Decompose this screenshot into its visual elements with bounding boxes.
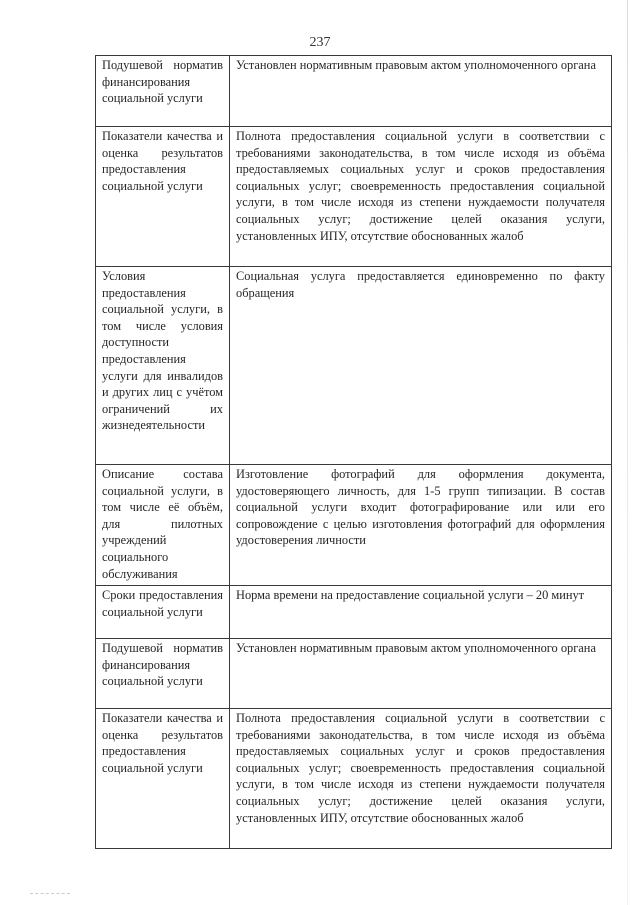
row-value: Полнота предоставления социальной услуги в соответствии с требованиями законодательства, в том числе исходя из объёма предоставляемых социальных услуг и сроков предоставления социальных услуг; своевременность предоставления социальной услуги, в том числе исходя из степени нуждаемости получателя социальных услуг; достижение целей оказания услуги, установленных ИПУ, отсутствие обоснованных жалоб [230, 709, 612, 849]
row-label: Условия предоставления социальной услуги, в том числе условия доступности предоставления услуги для инвалидов и других лиц с учётом ограничений их жизнедеятельности [96, 267, 230, 465]
row-label: Показатели качества и оценка результатов предоставления социальной услуги [96, 127, 230, 267]
row-value: Полнота предоставления социальной услуги в соответствии с требованиями законодательства, в том числе исходя из объёма предоставляемых социальных услуг и сроков предоставления социальных услуг; своевременность предоставления социальной услуги, в том числе исходя из степени нуждаемости получателя социальных услуг; достижение целей оказания услуги, установленных ИПУ, отсутствие обоснованных жалоб [230, 127, 612, 267]
table-row [96, 586, 612, 639]
row-label: Описание состава социальной услуги, в том числе её объём, для пилотных учреждений социального обслуживания [96, 465, 230, 586]
row-value: Социальная услуга предоставляется единовременно по факту обращения [230, 267, 612, 465]
table-row [96, 267, 612, 465]
table-row [96, 709, 612, 849]
row-value: Изготовление фотографий для оформления документа, удостоверяющего личность, для 1-5 групп типизации. В состав социальной услуги входит фотографирование или или его сопровождение с целью изготовления фотографий для оформления удостоверения личности [230, 465, 612, 586]
table-row [96, 639, 612, 709]
row-value: Норма времени на предоставление социальной услуги – 20 минут [230, 586, 612, 639]
row-value: Установлен нормативным правовым актом уполномоченного органа [230, 56, 612, 127]
scan-edge [627, 0, 628, 905]
table-row [96, 56, 612, 127]
table-row [96, 465, 612, 586]
row-value: Установлен нормативным правовым актом уполномоченного органа [230, 639, 612, 709]
page-number: 237 [309, 35, 331, 50]
row-label: Подушевой норматив финансирования социальной услуги [96, 56, 230, 127]
row-label: Сроки предоставления социальной услуги [96, 586, 230, 639]
service-table [95, 55, 612, 849]
table-row [96, 127, 612, 267]
row-label: Подушевой норматив финансирования социальной услуги [96, 639, 230, 709]
row-label: Показатели качества и оценка результатов предоставления социальной услуги [96, 709, 230, 849]
scan-mark [30, 893, 70, 895]
